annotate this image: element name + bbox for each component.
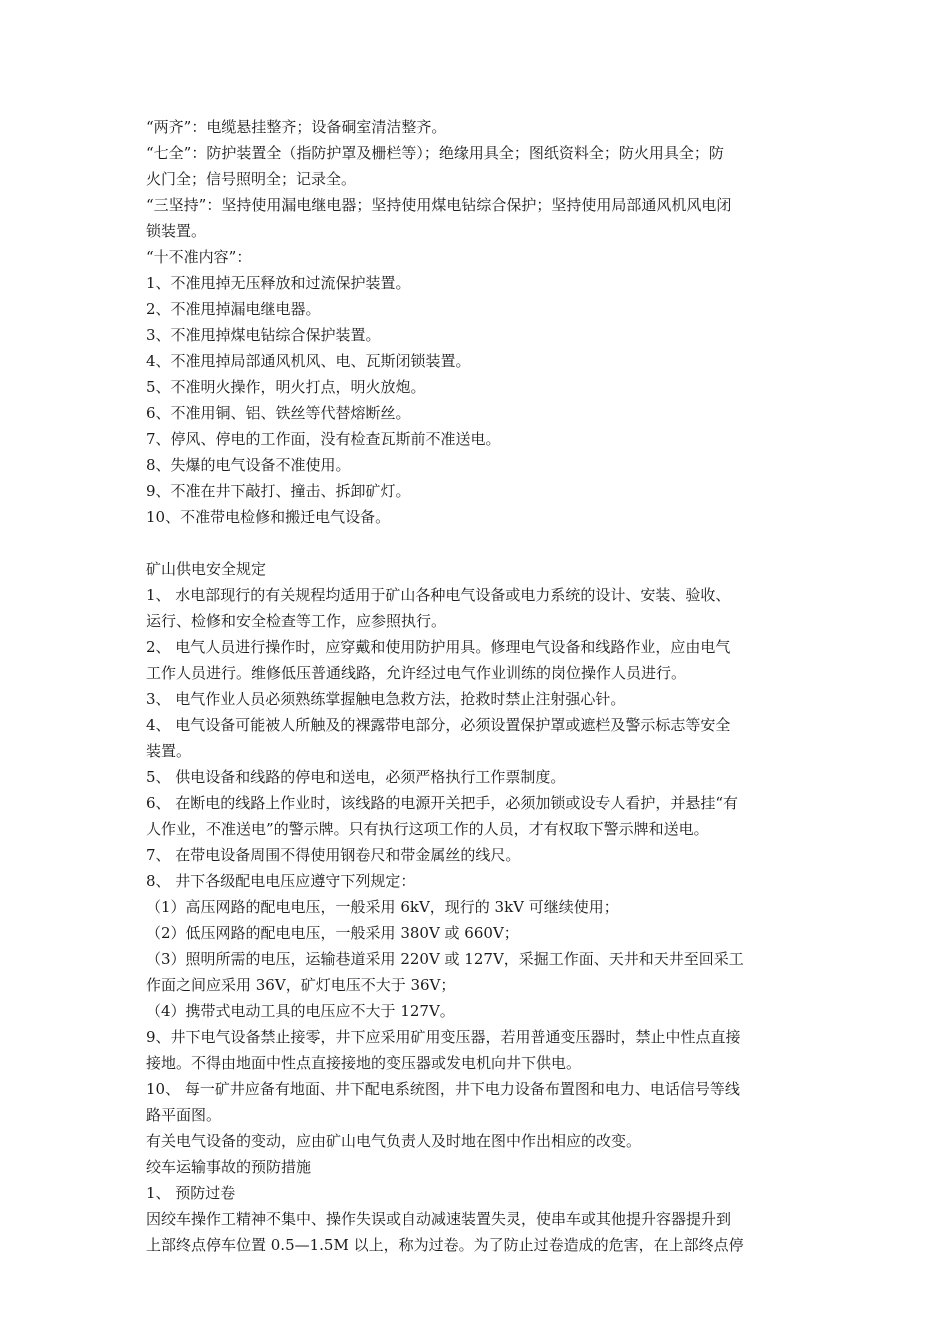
text-line: 8、 井下各级配电电压应遵守下列规定： (146, 872, 416, 890)
text-line: 因绞车操作工精神不集中、操作失误或自动减速装置失灵，使串车或其他提升容器提升到 (146, 1210, 732, 1228)
text-line: （1）高压网路的配电电压，一般采用 6kV，现行的 3kV 可继续使用； (146, 898, 619, 916)
text-line: “两齐”：电缆悬挂整齐；设备硐室清洁整齐。 (146, 118, 447, 136)
text-line: 5、不准明火操作，明火打点，明火放炮。 (146, 378, 426, 396)
text-line: 6、 在断电的线路上作业时，该线路的电源开关把手，必须加锁或设专人看护，并悬挂“有 (146, 794, 738, 812)
text-line: 作面之间应采用 36V，矿灯电压不大于 36V； (146, 976, 456, 994)
text-line: 路平面图。 (146, 1106, 222, 1124)
text-line: 2、不准甩掉漏电继电器。 (146, 300, 321, 318)
text-line: 2、 电气人员进行操作时，应穿戴和使用防护用具。修理电气设备和线路作业，应由电气 (146, 638, 731, 656)
text-line: “三坚持”：坚持使用漏电继电器；坚持使用煤电钻综合保护；坚持使用局部通风机风电闭 (146, 196, 732, 214)
text-line: 火门全；信号照明全；记录全。 (146, 170, 357, 188)
text-line: “七全”：防护装置全（指防护罩及栅栏等）；绝缘用具全；图纸资料全；防火用具全；防 (146, 144, 724, 162)
text-line: 7、 在带电设备周围不得使用钢卷尺和带金属丝的线尺。 (146, 846, 521, 864)
text-line: 4、不准甩掉局部通风机风、电、瓦斯闭锁装置。 (146, 352, 471, 370)
text-line: （2）低压网路的配电电压，一般采用 380V 或 660V； (146, 924, 519, 942)
text-line: 6、不准用铜、铝、铁丝等代替熔断丝。 (146, 404, 411, 422)
text-line: 9、井下电气设备禁止接零，井下应采用矿用变压器，若用普通变压器时，禁止中性点直接 (146, 1028, 741, 1046)
text-line: 10、 每一矿井应备有地面、井下配电系统图，井下电力设备布置图和电力、电话信号等线 (146, 1080, 740, 1098)
text-line: 接地。不得由地面中性点直接接地的变压器或发电机向井下供电。 (146, 1054, 582, 1072)
text-line: 4、 电气设备可能被人所触及的裸露带电部分，必须设置保护罩或遮栏及警示标志等安全 (146, 716, 731, 734)
document-page (146, 114, 810, 1258)
text-line: 运行、检修和安全检查等工作，应参照执行。 (146, 612, 447, 630)
text-line: 5、 供电设备和线路的停电和送电，必须严格执行工作票制度。 (146, 768, 566, 786)
text-line: （3）照明所需的电压，运输巷道采用 220V 或 127V，采掘工作面、天井和天井至回采工 (146, 950, 744, 968)
blank-line (146, 530, 810, 556)
text-line: 9、不准在井下敲打、撞击、拆卸矿灯。 (146, 482, 411, 500)
text-line: 3、不准甩掉煤电钻综合保护装置。 (146, 326, 381, 344)
text-line: “十不准内容”： (146, 248, 252, 266)
text-line: 7、停风、停电的工作面，没有检查瓦斯前不准送电。 (146, 430, 501, 448)
text-line: 上部终点停车位置 0.5—1.5M 以上，称为过卷。为了防止过卷造成的危害，在上部终点停 (146, 1236, 744, 1254)
section-heading: 绞车运输事故的预防措施 (146, 1158, 312, 1176)
text-line: 8、失爆的电气设备不准使用。 (146, 456, 351, 474)
text-line: 锁装置。 (146, 222, 207, 240)
text-line: 人作业，不准送电”的警示牌。只有执行这项工作的人员，才有权取下警示牌和送电。 (146, 820, 709, 838)
text-line: （4）携带式电动工具的电压应不大于 127V。 (146, 1002, 455, 1020)
text-line: 1、 预防过卷 (146, 1184, 236, 1202)
section-heading: 矿山供电安全规定 (146, 560, 267, 578)
text-line: 工作人员进行。维修低压普通线路，允许经过电气作业训练的岗位操作人员进行。 (146, 664, 687, 682)
text-line: 3、 电气作业人员必须熟练掌握触电急救方法，抢救时禁止注射强心针。 (146, 690, 626, 708)
text-line: 装置。 (146, 742, 192, 760)
text-line: 1、 水电部现行的有关规程均适用于矿山各种电气设备或电力系统的设计、安装、验收、 (146, 586, 731, 604)
text-line: 有关电气设备的变动，应由矿山电气负责人及时地在图中作出相应的改变。 (146, 1132, 642, 1150)
text-line: 10、不准带电检修和搬迁电气设备。 (146, 508, 391, 526)
text-line: 1、不准甩掉无压释放和过流保护装置。 (146, 274, 411, 292)
